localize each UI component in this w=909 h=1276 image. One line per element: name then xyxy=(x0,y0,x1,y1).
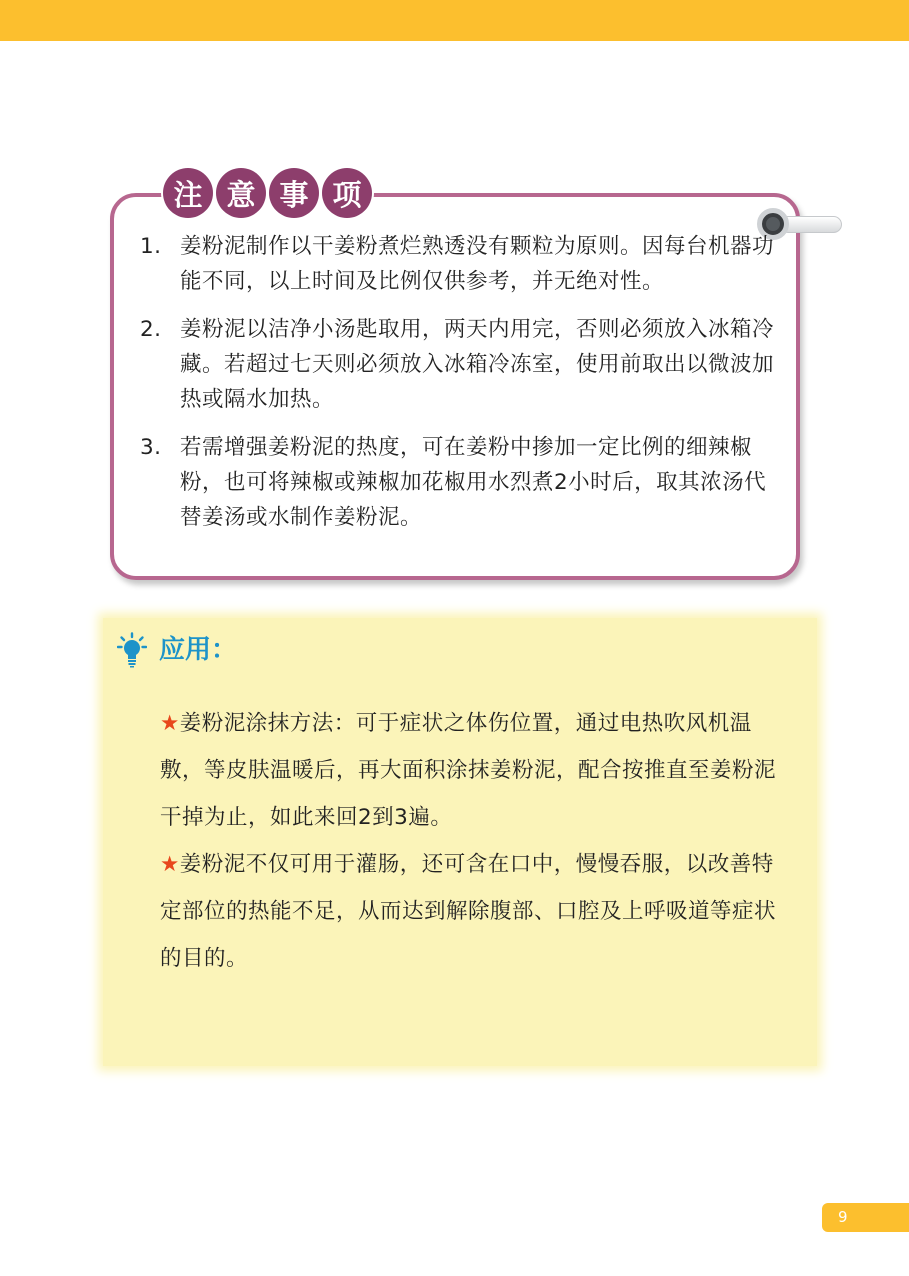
star-icon: ★ xyxy=(160,711,180,736)
star-icon: ★ xyxy=(160,852,180,877)
application-title: 应用： xyxy=(159,635,238,665)
notice-item-text: 姜粉泥以洁净小汤匙取用，两天内用完，否则必须放入冰箱冷藏。若超过七天则必须放入冰箱冷冻室，使用前取出以微波加热或隔水加热。 xyxy=(180,317,775,412)
binder-clip-icon xyxy=(780,216,842,233)
notice-list xyxy=(140,229,780,548)
notice-item xyxy=(140,430,780,535)
application-paragraph-text: 姜粉泥不仅可用于灌肠，还可含在口中，慢慢吞服，以改善特定部位的热能不足，从而达到解除腹部、口腔及上呼吸道等症状的目的。 xyxy=(160,852,777,971)
notice-item xyxy=(140,312,780,417)
notice-title xyxy=(163,168,372,218)
notice-title-char: 项 xyxy=(322,168,372,218)
lightbulb-icon xyxy=(117,632,147,668)
notice-item-number: 2. xyxy=(140,317,162,342)
notice-title-char: 事 xyxy=(269,168,319,218)
notice-title-char: 注 xyxy=(163,168,213,218)
notice-title-char: 意 xyxy=(216,168,266,218)
notice-item-number: 3. xyxy=(140,435,162,460)
application-paragraph xyxy=(160,841,790,982)
page-number: 9 xyxy=(822,1203,909,1232)
application-paragraph xyxy=(160,700,790,841)
notice-item-number: 1. xyxy=(140,234,162,259)
notice-item-text: 若需增强姜粉泥的热度，可在姜粉中掺加一定比例的细辣椒粉，也可将辣椒或辣椒加花椒用水烈煮2小时后，取其浓汤代替姜汤或水制作姜粉泥。 xyxy=(180,435,767,530)
application-paragraph-text: 姜粉泥涂抹方法：可于症状之体伤位置，通过电热吹风机温敷，等皮肤温暖后，再大面积涂抹姜粉泥，配合按推直至姜粉泥干掉为止，如此来回2到3遍。 xyxy=(160,711,777,830)
top-accent-bar xyxy=(0,0,909,41)
notice-item xyxy=(140,229,780,299)
application-body xyxy=(160,700,790,982)
notice-item-text: 姜粉泥制作以干姜粉煮烂熟透没有颗粒为原则。因每台机器功能不同，以上时间及比例仅供参考，并无绝对性。 xyxy=(180,234,775,294)
